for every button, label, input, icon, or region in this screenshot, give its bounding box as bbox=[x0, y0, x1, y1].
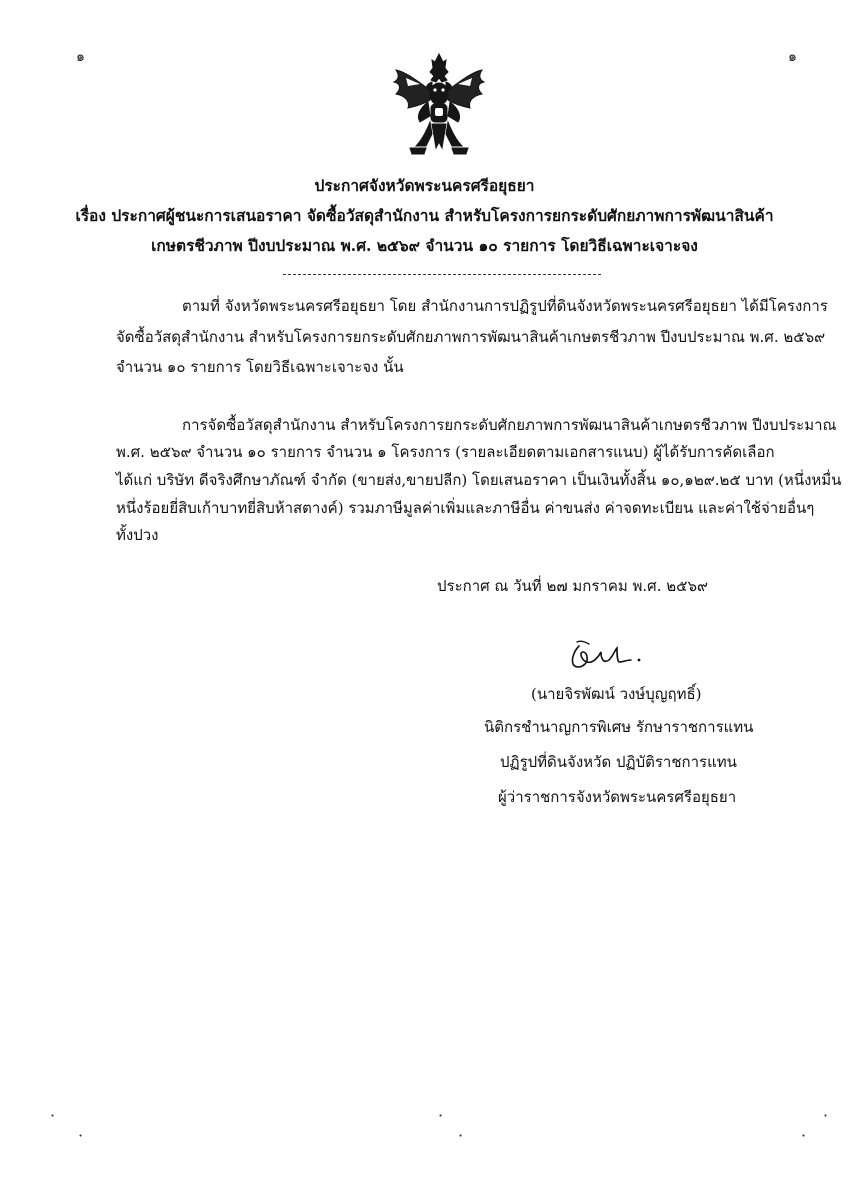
announcement-title: ประกาศจังหวัดพระนครศรีอยุธยา bbox=[314, 176, 535, 195]
handwritten-signature bbox=[565, 638, 645, 674]
para2-line-5: ทั้งปวง bbox=[116, 526, 159, 544]
scan-mark: · bbox=[78, 1126, 84, 1145]
para1-line-1: ตามที่ จังหวัดพระนครศรีอยุธยา โดย สำนักงานการปฏิรูปที่ดินจังหวัดพระนครศรีอยุธยา ได้มีโครงการ bbox=[182, 297, 828, 315]
scan-mark: · bbox=[458, 1126, 464, 1145]
para2-line-2: พ.ศ. ๒๕๖๙ จำนวน ๑๐ รายการ จำนวน ๑ โครงการ (รายละเอียดตามเอกสารแนบ) ผู้ได้รับการคัดเลือก bbox=[116, 443, 775, 461]
subject-line-2: เกษตรชีวภาพ ปีงบประมาณ พ.ศ. ๒๕๖๙ จำนวน ๑๐ รายการ โดยวิธีเฉพาะเจาะจง bbox=[151, 236, 698, 255]
scan-mark: · bbox=[50, 1106, 56, 1125]
signatory-position-2: ปฏิรูปที่ดินจังหวัด ปฏิบัติราชการแทน bbox=[500, 753, 737, 771]
scan-mark: · bbox=[823, 1106, 829, 1125]
para2-line-1: การจัดซื้อวัสดุสำนักงาน สำหรับโครงการยกระดับศักยภาพการพัฒนาสินค้าเกษตรชีวภาพ ปีงบประมาณ bbox=[182, 416, 837, 434]
page-mark-left: ๑ bbox=[76, 49, 85, 65]
para1-line-3: จำนวน ๑๐ รายการ โดยวิธีเฉพาะเจาะจง นั้น bbox=[116, 358, 404, 376]
scan-mark: · bbox=[801, 1126, 807, 1145]
page-mark-right: ๑ bbox=[788, 49, 797, 65]
garuda-emblem-icon bbox=[386, 50, 492, 162]
signatory-name: (นายจิรพัฒน์ วงษ์บุญฤทธิ์) bbox=[531, 685, 702, 703]
subject-line-1: เรื่อง ประกาศผู้ชนะการเสนอราคา จัดซื้อวัสดุสำนักงาน สำหรับโครงการยกระดับศักยภาพการพัฒนาสินค้า bbox=[75, 206, 774, 225]
para2-line-3: ได้แก่ บริษัท ดีจริงศึกษาภัณฑ์ จำกัด (ขายส่ง,ขายปลีก) โดยเสนอราคา เป็นเงินทั้งสิ้น ๑๐,๑๒๙.๒๕ บาท (หนึ่งหมื่น bbox=[116, 471, 842, 489]
signatory-position-1: นิติกรชำนาญการพิเศษ รักษาราชการแทน bbox=[484, 718, 754, 736]
para1-line-2: จัดซื้อวัสดุสำนักงาน สำหรับโครงการยกระดับศักยภาพการพัฒนาสินค้าเกษตรชีวภาพ ปีงบประมาณ พ.ศ. ๒๕๖๙ bbox=[116, 328, 826, 346]
signatory-position-3: ผู้ว่าราชการจังหวัดพระนครศรีอยุธยา bbox=[498, 788, 737, 806]
header-divider bbox=[283, 274, 601, 275]
para2-line-4: หนึ่งร้อยยี่สิบเก้าบาทยี่สิบห้าสตางค์) รวมภาษีมูลค่าเพิ่มและภาษีอื่น ค่าขนส่ง ค่าจดทะเบียน และค่าใช้จ่ายอื่นๆ bbox=[116, 499, 815, 517]
announcement-date: ประกาศ ณ วันที่ ๒๗ มกราคม พ.ศ. ๒๕๖๙ bbox=[437, 577, 708, 595]
scan-mark: · bbox=[438, 1106, 444, 1125]
